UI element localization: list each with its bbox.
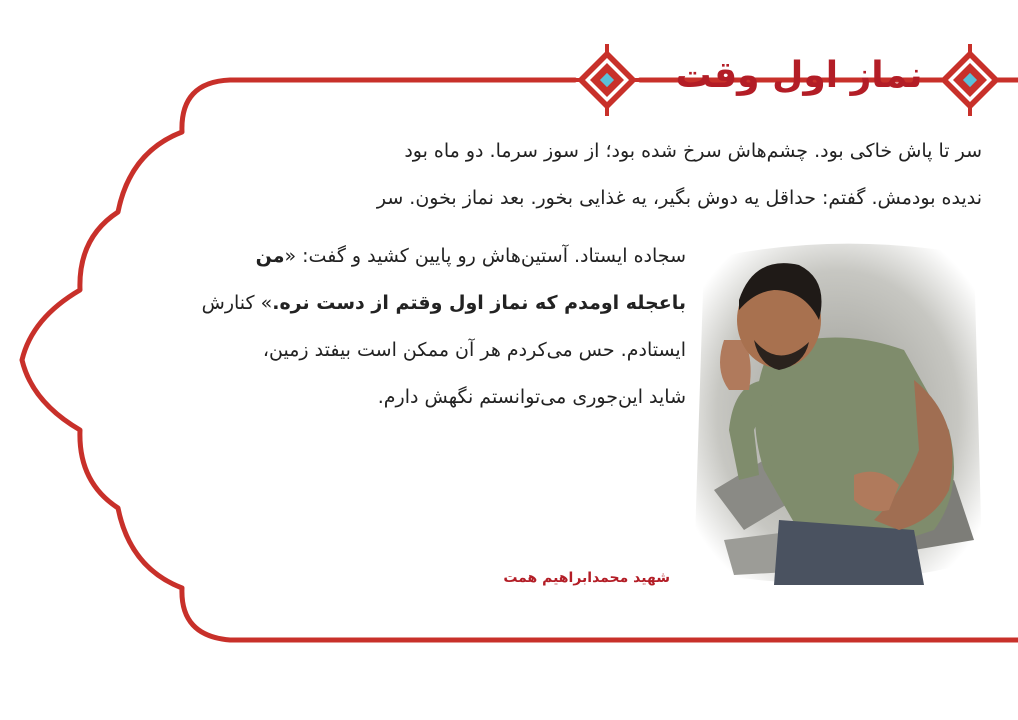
text-line: ایستادم. حس می‌کردم هر آن ممکن است بیفتد زمین،	[262, 339, 686, 361]
quote-bold: من	[255, 245, 285, 267]
photo-caption: شهید محمدابراهیم همت	[503, 570, 670, 586]
text-line: سر تا پاش خاکی بود. چشم‌هاش سرخ شده بود؛ از سوز سرما. دو ماه بود	[404, 140, 982, 162]
story-paragraph-top	[150, 128, 982, 222]
page-title: نماز اول وقت	[675, 55, 923, 96]
text-fragment: » کنارش	[201, 292, 273, 314]
story-paragraph-bottom	[100, 233, 686, 421]
text-line	[100, 280, 686, 327]
text-line: شاید این‌جوری می‌توانستم نگهش دارم.	[377, 386, 686, 408]
text-line: ندیده بودمش. گفتم: حداقل یه دوش بگیر، یه غذایی بخور. بعد نماز بخون. سر	[376, 187, 982, 209]
text-fragment: سجاده ایستاد. آستین‌هاش رو پایین کشید و گفت: «	[284, 245, 686, 267]
text-line	[100, 233, 686, 280]
quote-bold: باعجله اومدم که نماز اول وقتم از دست نره.	[272, 292, 686, 314]
soldier-photo	[684, 230, 984, 600]
diamond-ornament-icon	[571, 44, 643, 116]
